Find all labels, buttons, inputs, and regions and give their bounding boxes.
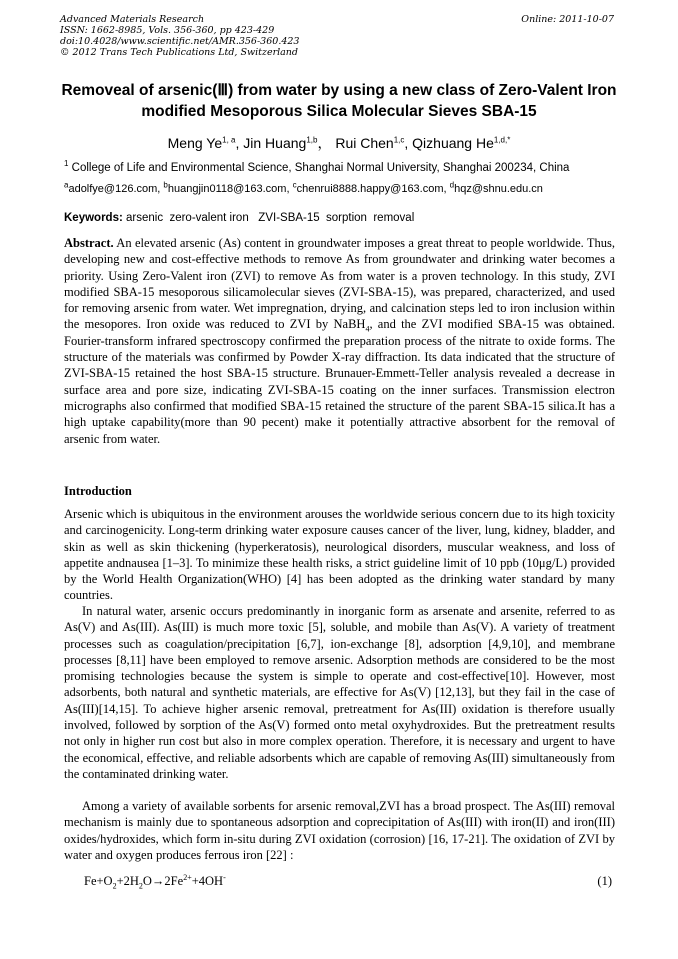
email-sup: d — [449, 180, 455, 190]
abstract-text-cont: , and the ZVI modified SBA-15 was obtained. Fourier-transform infrared spectroscopy confirmed the preparation process of the nitrate to oxide forms. The structure of the materials was confirmed by Powder X-ray diffraction. Its data indicated that the structure of ZVI-SBA-15 retained the host SBA-15 structure. Brunauer-Emmett-Teller analysis revealed a decrease in surface area and pore size, indicating ZVI-SBA-15 coating on the inner surfaces. Transmission electron micrographs also confirmed that modified SBA-15 retained the structure of the parent SBA-15 silica.It has a high uptake capability(more than 90 pecent) make it potentially attractive absorbent for the removal of arsenic from water. — [64, 317, 616, 446]
keywords-label: Keywords: — [64, 212, 123, 224]
abstract-label: Abstract. — [64, 236, 114, 250]
copyright-line: © 2012 Trans Tech Publications Ltd, Switzerland — [60, 47, 299, 58]
journal-header — [60, 14, 299, 58]
journal-name: Advanced Materials Research — [60, 14, 205, 25]
eq-sub: 2 — [112, 881, 117, 891]
eq-part: +2H — [116, 874, 139, 888]
affiliation-sup: 1 — [64, 159, 69, 169]
paper-title: Removeal of arsenic(Ⅲ) from water by using a new class of Zero-Valent Iron modified Mesoporous Silica Molecular Sieves SBA-15 — [61, 82, 617, 120]
email-address[interactable]: hqz@shnu.edu.cn — [454, 183, 543, 195]
author-name: Jin Huang — [243, 135, 307, 151]
affiliation-text: College of Life and Environmental Science, Shanghai Normal University, Shanghai 200234, China — [71, 162, 570, 174]
author-sup: 1,c — [393, 135, 405, 145]
equation-1 — [84, 874, 226, 889]
keywords — [64, 212, 414, 224]
author-list — [40, 133, 638, 153]
eq-part: +4OH — [191, 874, 224, 888]
doi-line[interactable]: doi:10.4028/www.scientific.net/AMR.356-360.423 — [60, 36, 300, 47]
author-separator: , — [404, 135, 413, 151]
email-list — [64, 180, 624, 195]
intro-paragraph-1: Arsenic which is ubiquitous in the environment arouses the worldwide serious concern due to its high toxicity and carcinogenicity. Long-term drinking water exposure causes cancer of the liver, lung, kidney, bladder, and skin as well as skin thickening (hyperkeratosis), neurological disorders, muscular weakness, and loss of appetite andnausea [1–3]. To minimize these health risks, a strict guideline limit of 10 ppb (10μg/L) provided by the World Health Organization(WHO) [4] has been adopted as the drinking water standard by many countries. — [64, 507, 615, 603]
eq-part: Fe+O — [84, 874, 113, 888]
author-sup: 1, a — [222, 135, 236, 145]
email-address[interactable]: adolfye@126.com, — [68, 183, 164, 195]
eq-sup: - — [223, 872, 226, 882]
email-address[interactable]: chenrui8888.happy@163.com, — [296, 183, 450, 195]
eq-sup: 2+ — [183, 872, 192, 882]
email-address[interactable]: huangjin0118@163.com, — [167, 183, 293, 195]
email-sup: b — [163, 180, 168, 190]
author-name: Qizhuang He — [412, 135, 494, 151]
abstract-text: An elevated arsenic (As) content in groundwater imposes a great threat to people worldwide. Thus, developing new and cost-effective methods to remove As from groundwater and drinking water becomes a priority. Using Zero-Valent iron (ZVI) to remove As from water is a proven technology. In this study, ZVI modified SBA-15 mesoporous silicamolecular sieves (ZVI-SBA-15), was prepared, characterized, and used for removing arsenic from water. Wet impregnation, drying, and calcination steps led to iron inclusion within the mesopores. Iron oxide was reduced to ZVI by NaBH — [64, 236, 615, 332]
abstract-sub: 4 — [365, 324, 370, 334]
author-separator: , — [235, 135, 244, 151]
email-sup: a — [64, 180, 69, 190]
author-sup: 1,b — [306, 135, 318, 145]
online-date: Online: 2011-10-07 — [521, 14, 614, 25]
email-sup: c — [292, 180, 297, 190]
author-sup: 1,d,* — [493, 135, 511, 145]
abstract — [64, 235, 615, 447]
author-separator: ， — [317, 135, 332, 151]
intro-paragraph-3: Among a variety of available sorbents for arsenic removal,ZVI has a broad prospect. The As(III) removal mechanism is mainly due to spontaneous adsorption and coprecipitation of As(III) with iron(II) and iron(III) oxides/hydroxides, which form in-situ during ZVI oxidation (corrosion) [16, 17-21]. The oxidation of ZVI by water and oxygen produces ferrous iron [22] : — [64, 799, 615, 862]
introduction-heading: Introduction — [64, 484, 132, 498]
equation-number: (1) — [597, 874, 612, 888]
affiliation — [64, 159, 624, 174]
issn-line: ISSN: 1662-8985, Vols. 356-360, pp 423-429 — [60, 25, 275, 36]
keywords-text: arsenic zero-valent iron ZVI-SBA-15 sorption removal — [122, 212, 415, 224]
eq-sub: 2 — [138, 881, 143, 891]
author-name: Rui Chen — [335, 135, 394, 151]
eq-part: O→2Fe — [142, 874, 184, 888]
intro-paragraph-2: In natural water, arsenic occurs predominantly in inorganic form as arsenate and arsenite, referred to as As(V) and As(III). As(III) is much more toxic [5], soluble, and mobile than As(V). A variety of treatment processes such as coagulation/precipitation [6,7], ion-exchange [8], adsorption [4,9,10], and membrane processes [8,11] have been employed to remove arsenic. Adsorption methods are considered to be the most promising technologies because the system is simple to operate and cost-effective[10]. However, most adsorbents, both natural and synthetic materials, are effective for As(V) [12,13], but they fail in the case of As(III)[14,15]. To achieve higher arsenic removal, pretreatment for As(III) oxidation is therefore usually involved, followed by sorption of the As(V) formed onto metal oxyhydroxides. But the pretreatment results not only in higher run cost but also in more complex operation. Therefore, it is necessary and urgent to have the economical, effective, and reliable adsorbents which are capable of removing As(III) simultaneously from the contaminated drinking water. — [64, 604, 615, 781]
author-name: Meng Ye — [167, 135, 223, 151]
